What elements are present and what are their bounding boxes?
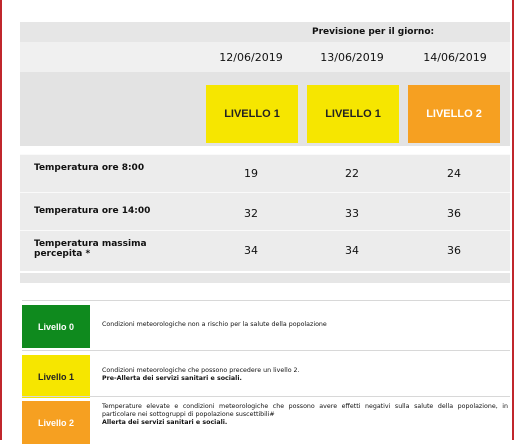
legend-bold-1: Pre-Allerta dei servizi sanitari e sociali. [102,375,242,382]
date-2: 13/06/2019 [320,51,384,64]
legend-bold-2: Allerta dei servizi sanitari e sociali. [102,419,228,426]
legend-item-1 [22,350,510,398]
row-label: Temperatura ore 14:00 [34,206,151,216]
date-1: 12/06/2019 [219,51,283,64]
legend-item-0 [22,300,510,348]
legend-swatch-1: Livello 1 [22,355,90,398]
legend-text-2: Temperature elevate e condizioni meteorologiche che possono avere effetti negativi sulla salute della popolazione, in particolare nei sottogruppi di popolazione suscettibili# [102,403,508,418]
legend-text-1: Condizioni meteorologiche che possono precedere un livello 2. [102,367,300,374]
forecast-table [20,22,510,283]
forecast-header-label: Previsione per il giorno: [312,27,435,37]
value: 36 [447,207,461,220]
value: 34 [244,244,258,257]
row-temp-14 [20,192,510,230]
value: 19 [244,167,258,180]
value: 32 [244,207,258,220]
legend-swatch-0: Livello 0 [22,305,90,348]
date-3: 14/06/2019 [423,51,487,64]
value: 24 [447,167,461,180]
legend-text-0: Condizioni meteorologiche non a rischio per la salute della popolazione [102,321,327,328]
forecast-header [20,22,510,42]
value: 34 [345,244,359,257]
level-badge-2: LIVELLO 1 [307,85,399,143]
level-badge-1: LIVELLO 1 [206,85,298,143]
row-label: Temperatura massima percepita * [34,239,147,259]
table-footer-bar [20,273,510,283]
dates-row [20,42,510,72]
row-temp-max [20,230,510,271]
legend-swatch-2: Livello 2 [22,401,90,444]
value: 36 [447,244,461,257]
row-temp-8 [20,154,510,192]
legend-desc-2 [102,403,508,427]
legend-item-2 [22,396,510,444]
value: 22 [345,167,359,180]
legend-desc-1 [102,367,300,383]
level-badge-3: LIVELLO 2 [408,85,500,143]
row-label: Temperatura ore 8:00 [34,163,145,173]
levels-row [20,72,510,146]
value: 33 [345,207,359,220]
